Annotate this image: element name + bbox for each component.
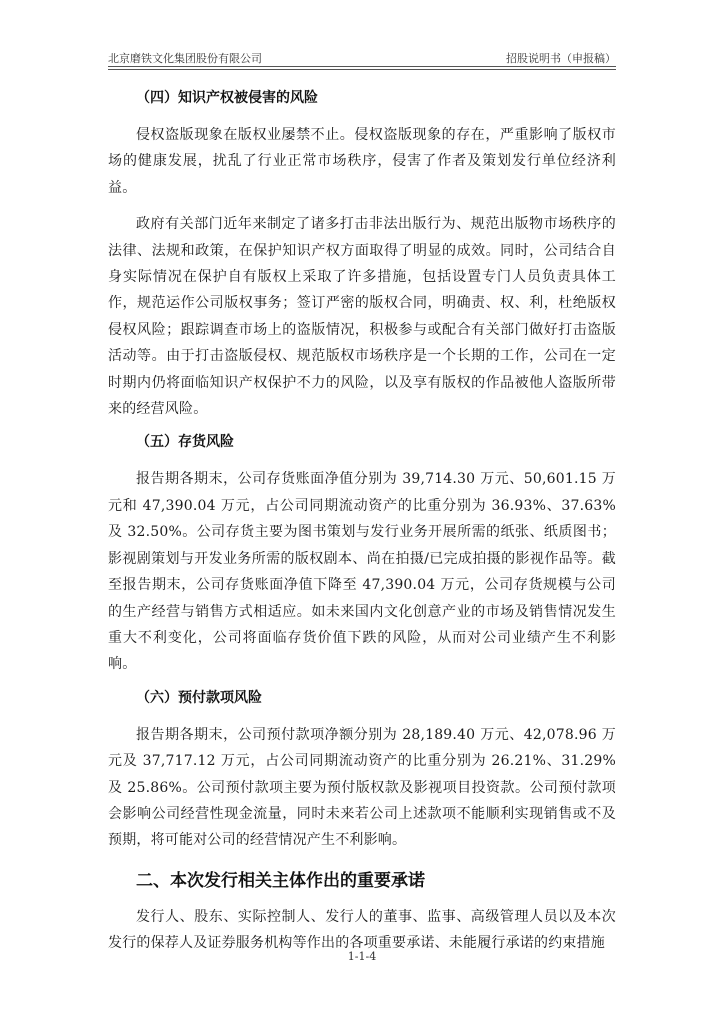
paragraph: 报告期各期末，公司预付款项净额分别为 28,189.40 万元、42,078.96 万元及 37,717.12 万元，占公司同期流动资产的比重分别为 26.21%、31.29%及 25.86%。公司预付款项主要为预付版权款及影视项目投资款。公司预付款项会影响公司经营性现金流量，同时未来若公司上述款项不能顺利实现销售或不及预期，将可能对公司的经营情况产生不利影响。 — [108, 726, 616, 849]
section-heading-inventory-risk: （五）存货风险 — [136, 434, 234, 451]
section-heading-prepayment-risk: （六）预付款项风险 — [136, 689, 262, 706]
paragraph: 发行人、股东、实际控制人、发行人的董事、监事、高级管理人员以及本次发行的保荐人及证券服务机构等作出的各项重要承诺、未能履行承诺的约束措施 — [108, 908, 616, 952]
paragraph: 侵权盗版现象在版权业屡禁不止。侵权盗版现象的存在，严重影响了版权市场的健康发展，扰乱了行业正常市场秩序，侵害了作者及策划发行单位经济利益。 — [108, 127, 616, 196]
page-header — [108, 50, 616, 66]
page-number: 1-1-4 — [347, 950, 377, 963]
header-divider — [108, 66, 616, 70]
paragraph: 报告期各期末，公司存货账面净值分别为 39,714.30 万元、50,601.15 万元和 47,390.04 万元，占公司同期流动资产的比重分别为 36.93%、37.63%及 32.50%。公司存货主要为图书策划与发行业务开展所需的纸张、纸质图书；影视剧策划与开发业务所需的版权剧本、尚在拍摄/已完成拍摄的影视作品等。截至报告期末，公司存货账面净值下降至 47,390.04 万元，公司存货规模与公司的生产经营与销售方式相适应。如未来国内文化创意产业的市场及销售情况发生重大不利变化，公司将面临存货价值下跌的风险，从而对公司业绩产生不利影响。 — [108, 471, 616, 673]
header-company: 北京磨铁文化集团股份有限公司 — [108, 52, 262, 65]
page-body — [108, 88, 616, 967]
section-heading-ip-risk: （四）知识产权被侵害的风险 — [136, 90, 318, 106]
header-doc-title: 招股说明书（申报稿） — [506, 52, 616, 65]
part-heading-commitments: 二、本次发行相关主体作出的重要承诺 — [136, 870, 425, 891]
paragraph: 政府有关部门近年来制定了诸多打击非法出版行为、规范出版物市场秩序的法律、法规和政策，在保护知识产权方面取得了明显的成效。同时，公司结合自身实际情况在保护自有版权上采取了许多措施，包括设置专门人员负责具体工作，规范运作公司版权事务；签订严密的版权合同，明确责、权、利，杜绝版权侵权风险；跟踪调查市场上的盗版情况，积极参与或配合有关部门做好打击盗版活动等。由于打击盗版侵权、规范版权市场秩序是一个长期的工作，公司在一定时期内仍将面临知识产权保护不力的风险，以及享有版权的作品被他人盗版所带来的经营风险。 — [108, 216, 616, 418]
